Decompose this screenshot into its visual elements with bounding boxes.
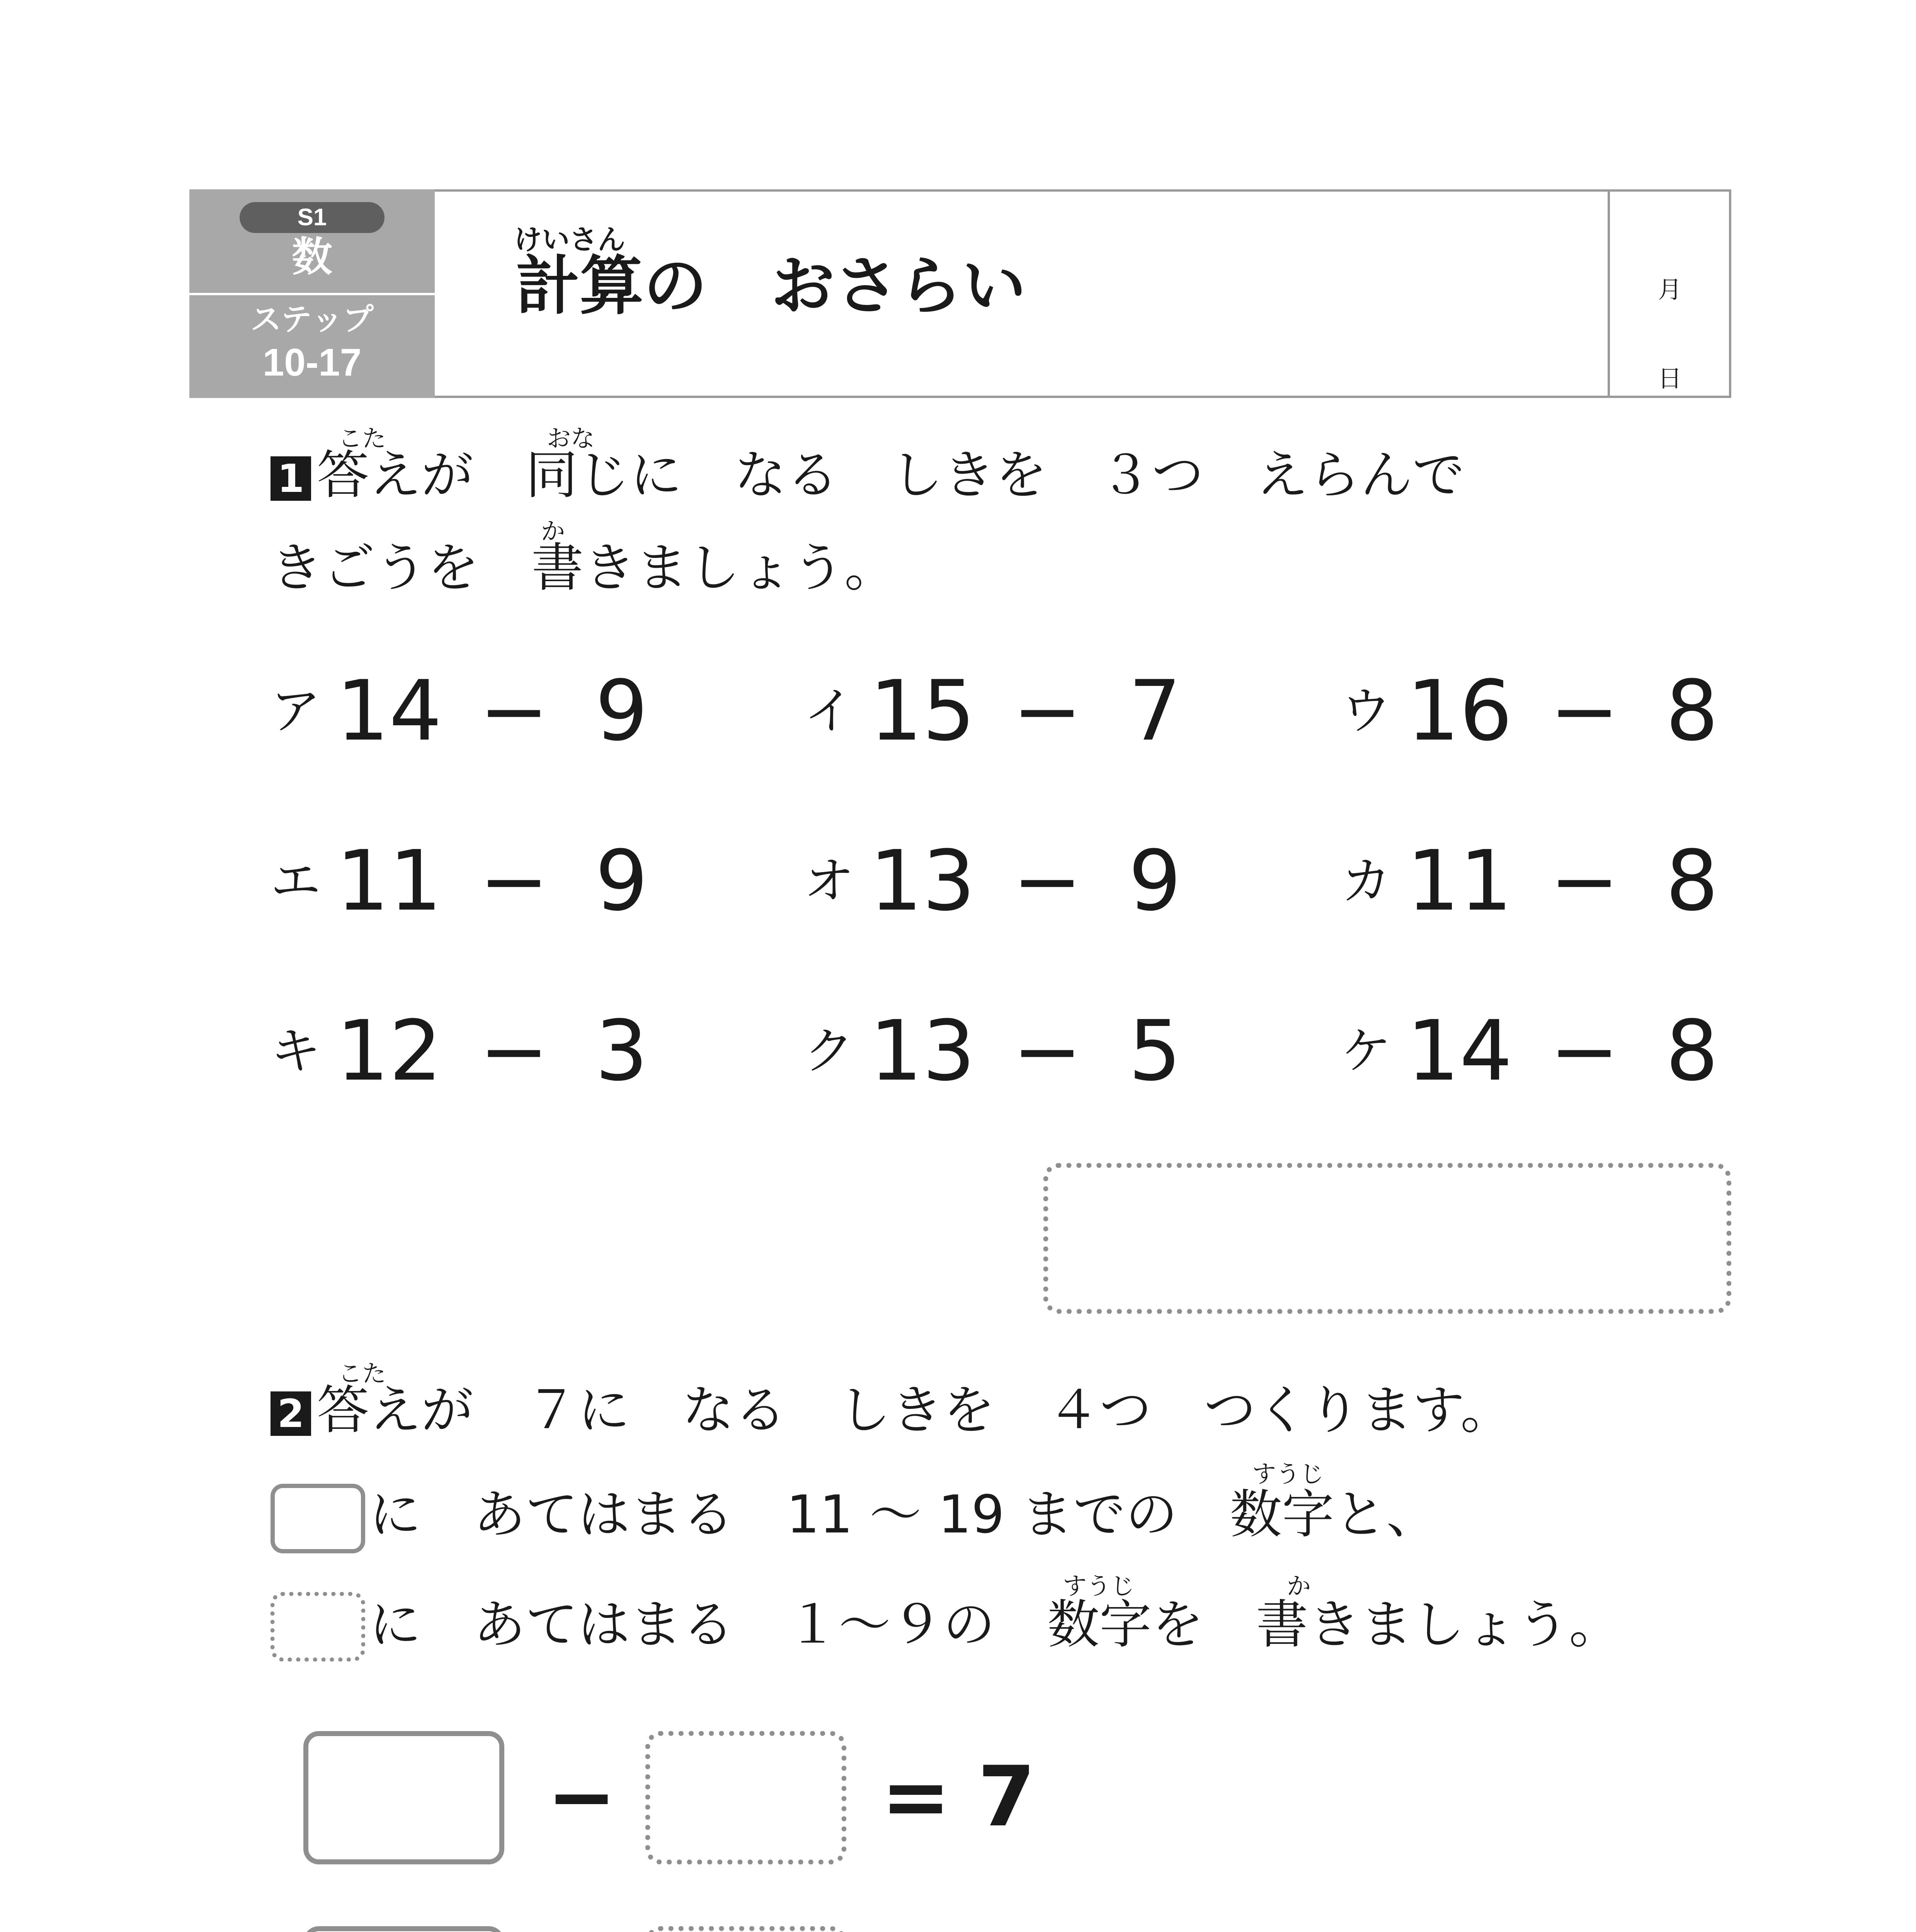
q2-minuend-box[interactable] <box>303 1926 504 1932</box>
q1-expression <box>1341 832 1747 929</box>
q1-expression-minuend: 13 <box>870 1002 975 1099</box>
q1-ruby-onaji: おな <box>547 424 595 452</box>
q1-expression <box>1341 662 1747 759</box>
q1-expression-minuend: 16 <box>1407 662 1513 759</box>
q1-expression-subtrahend: 9 <box>595 832 648 929</box>
badge-step-range: 10-17 <box>262 341 362 384</box>
page-title: 計算の おさらい <box>516 249 1026 323</box>
title-ruby: けいさん <box>514 223 626 256</box>
q1-line1-text: 答えが 同じに なる しきを ３つ えらんで <box>317 445 1465 505</box>
q1-expression-minuend: 15 <box>870 662 975 759</box>
q1-expression-minuend: 13 <box>870 832 975 929</box>
q1-expression-minuend: 14 <box>1407 1002 1513 1099</box>
q1-expression-label: ア <box>271 682 321 740</box>
q1-expression-label: ウ <box>1341 682 1392 740</box>
q1-expression-subtrahend: 8 <box>1666 662 1719 759</box>
q1-expression-operator: − <box>1550 832 1620 929</box>
q2-line3: に あてはまる １～９の 数字を 書きましょう。 <box>369 1594 1621 1655</box>
q1-expression-label: キ <box>271 1022 321 1080</box>
q1-expression <box>804 1002 1210 1099</box>
q1-expression-label: ク <box>804 1022 854 1080</box>
q1-line2: きごうを 書きましょう。 <box>271 537 897 598</box>
q2-line2: に あてはまる 11 ～ 19 までの 数字と、 <box>369 1484 1439 1545</box>
q2-ruby-ka: か <box>1287 1572 1311 1600</box>
q1-expression-subtrahend: 7 <box>1128 662 1181 759</box>
q2-result: 7 <box>978 1748 1036 1845</box>
q1-expression-label: ケ <box>1341 1022 1392 1080</box>
q1-expression-subtrahend: 8 <box>1666 1002 1719 1099</box>
badge-divider <box>189 293 435 295</box>
q1-expression-label: カ <box>1341 852 1392 910</box>
q2-line1 <box>271 1379 1513 1441</box>
q1-expression-subtrahend: 3 <box>595 1002 648 1099</box>
q1-expression <box>271 832 676 929</box>
day-label: 日 <box>1658 364 1682 393</box>
q1-ruby-kotae: こた <box>338 424 386 452</box>
q1-expression-subtrahend: 5 <box>1128 1002 1181 1099</box>
badge-code: S1 <box>240 202 385 233</box>
q2-subtrahend-box[interactable] <box>645 1731 846 1864</box>
badge-subject: 数 <box>291 233 332 281</box>
q2-subtrahend-box[interactable] <box>645 1926 846 1932</box>
q1-answer-box[interactable] <box>1043 1163 1731 1314</box>
q1-expression-operator: − <box>479 832 549 929</box>
q1-expression <box>271 1002 676 1099</box>
header-separator <box>1608 189 1610 398</box>
q1-expression-operator: − <box>1012 832 1082 929</box>
q1-expression-operator: − <box>1550 1002 1620 1099</box>
q1-expression-minuend: 11 <box>336 832 442 929</box>
q1-line1 <box>271 444 1465 506</box>
q2-legend-dotted-box <box>271 1592 365 1662</box>
q1-expression-minuend: 11 <box>1407 832 1513 929</box>
q2-minuend-box[interactable] <box>303 1731 504 1864</box>
q1-expression-operator: − <box>1550 662 1620 759</box>
q2-ruby-kotae: こた <box>338 1359 386 1388</box>
q1-expression-label: オ <box>804 852 854 910</box>
q1-expression-subtrahend: 9 <box>595 662 648 759</box>
month-label: 月 <box>1658 276 1682 304</box>
q1-expression-operator: − <box>1012 1002 1082 1099</box>
unit-badge <box>189 189 435 398</box>
q1-expression <box>271 662 676 759</box>
q1-expression-subtrahend: 8 <box>1666 832 1719 929</box>
q1-expression-minuend: 12 <box>336 1002 442 1099</box>
q2-ruby-suuji-1: すうじ <box>1252 1460 1324 1488</box>
q1-expression-operator: − <box>479 1002 549 1099</box>
q2-ruby-suuji-2: すうじ <box>1063 1572 1135 1600</box>
q1-expression-minuend: 14 <box>336 662 442 759</box>
q1-ruby-ka: か <box>541 517 565 545</box>
badge-step-label: ステップ <box>250 301 374 337</box>
q2-number: 2 <box>271 1391 311 1436</box>
q1-expression <box>804 832 1210 929</box>
q1-number: 1 <box>271 456 311 501</box>
q2-legend-solid-box <box>271 1484 365 1553</box>
q1-expression-label: エ <box>271 852 321 910</box>
q1-expression-label: イ <box>804 682 854 740</box>
q2-line1-text: 答えが ７に なる しきを ４つ つくります。 <box>317 1380 1513 1440</box>
q1-expression-operator: − <box>1012 662 1082 759</box>
q1-expression <box>1341 1002 1747 1099</box>
q1-expression-operator: − <box>479 662 549 759</box>
q1-expression-subtrahend: 9 <box>1128 832 1181 929</box>
q2-equals-sign: = <box>881 1748 951 1845</box>
q1-expression <box>804 662 1210 759</box>
q2-operator: − <box>547 1748 617 1845</box>
